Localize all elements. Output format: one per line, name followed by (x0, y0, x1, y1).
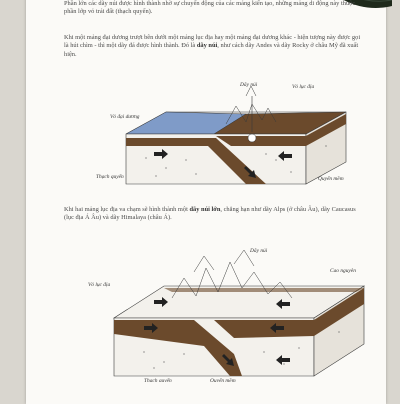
label-continental-crust: Vỏ lục địa (292, 84, 315, 90)
label-mountains: Dãy núi (240, 82, 258, 88)
subduction-paragraph (64, 34, 364, 59)
label-asthenosphere: Quyển mềm (210, 378, 236, 382)
label-asthenosphere: Quyển mềm (318, 176, 344, 182)
label-oceanic-crust: Vỏ đại dương (110, 114, 140, 120)
bold-term: dãy núi lớn (189, 206, 221, 213)
label-continental-crust: Vỏ lục địa (88, 282, 111, 288)
intro-paragraph: Phần lớn các dãy núi được hình thành nhờ sự chuyển động của các mảng kiến tạo, những mảng di động này thuộc phần lớp vỏ trái đất (thạch quyển). (64, 0, 356, 16)
label-lithosphere: Thạch quyển (96, 174, 124, 180)
collision-diagram (84, 242, 384, 382)
label-lithosphere: Thạch quyển (144, 378, 172, 382)
label-plateau: Cao nguyên (330, 268, 356, 274)
text-span: , chẳng hạn như dãy Alps (ở châu Âu), dãy Caucasus (lục địa Á Âu) và dãy Himalaya (châu Á). (64, 206, 356, 222)
label-mountains: Dãy núi (250, 248, 268, 254)
bold-term: dãy núi (196, 42, 218, 50)
collision-paragraph (64, 206, 364, 223)
text-span: , như cách dãy Andes và dãy Rocky ở châu Mỹ đã xuất hiện. (64, 42, 359, 58)
subduction-diagram (96, 76, 366, 194)
text-span: Khi hai mảng lục địa va chạm sẽ hình thành một (64, 206, 190, 213)
book-page (26, 0, 386, 404)
text-span: Khi một mảng đại dương trượt bên dưới một mảng lục địa hay một mảng đại dương khác - hiện tượng này được gọi là hút chìm - thì một dãy đá được hình thành. Đó là (64, 34, 361, 50)
